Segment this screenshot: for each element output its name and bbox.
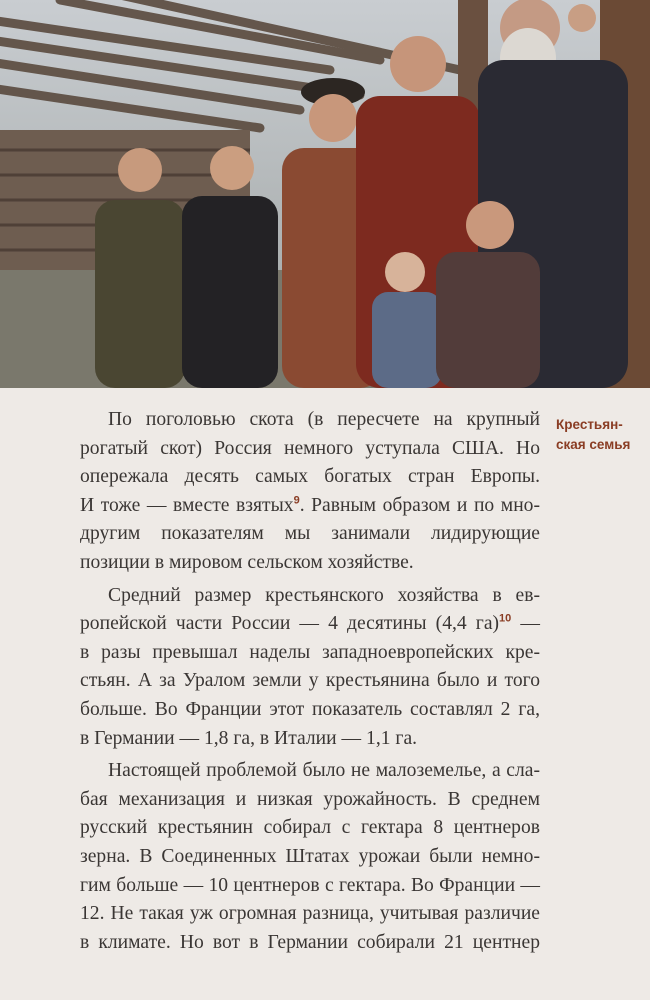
photo-caption [556,415,648,455]
peasant-family-photo [0,0,650,388]
text-fragment: . Равным образом и по мно- [299,494,540,516]
body-text [80,406,540,957]
text-line: По поголовью скота (в пересчете на крупный [108,409,540,430]
text-line: гим больше — 10 центнеров с гектара. Во Франции — [80,874,540,896]
text-line: в Германии — 1,8 га, в Италии — 1,1 га. [80,727,418,749]
text-line: русский крестьянин собирал с гектара 8 центнеров [80,817,540,839]
text-line: больше. Во Франции этот показатель составлял 2 га, [80,698,540,720]
footnote-marker-9[interactable]: 9 [293,494,300,507]
footnote-marker-10[interactable]: 10 [499,612,512,625]
text-line: бая механизация и низкая урожайность. В среднем [80,788,540,810]
text-fragment: — [511,613,540,635]
text-line: в разы превышал наделы западноевропейских кре- [80,641,540,663]
text-line: стьян. А за Уралом земли у крестьянина было и того [80,670,540,692]
text-line-with-footnote [80,610,540,639]
text-line: позиции в мировом сельском хозяйстве. [80,551,414,573]
text-line: опережала десять самых богатых стран Европы. [80,466,540,488]
caption-line-1: Крестьян- [556,417,623,432]
text-line: 12. Не такая уж огромная разница, учитывая различие [80,903,540,925]
text-line: в климате. Но вот в Германии собирали 21 центнер [80,931,540,953]
text-line: рогатый скот) Россия немного уступала США. Но [80,437,540,459]
text-line: Настоящей проблемой было не малоземелье, а сла- [108,760,540,782]
text-fragment: ропейской части России — 4 десятины (4,4 га) [80,613,500,635]
text-fragment: И тоже — вместе взятых [80,494,294,516]
text-line: зерна. В Соединенных Штатах урожаи были немно- [80,845,540,867]
text-line: другим показателям мы занимали лидирующие [80,523,540,545]
caption-line-2: ская семья [556,437,631,452]
text-line: Средний размер крестьянского хозяйства в ев- [108,584,540,606]
text-line-with-footnote [80,492,540,521]
